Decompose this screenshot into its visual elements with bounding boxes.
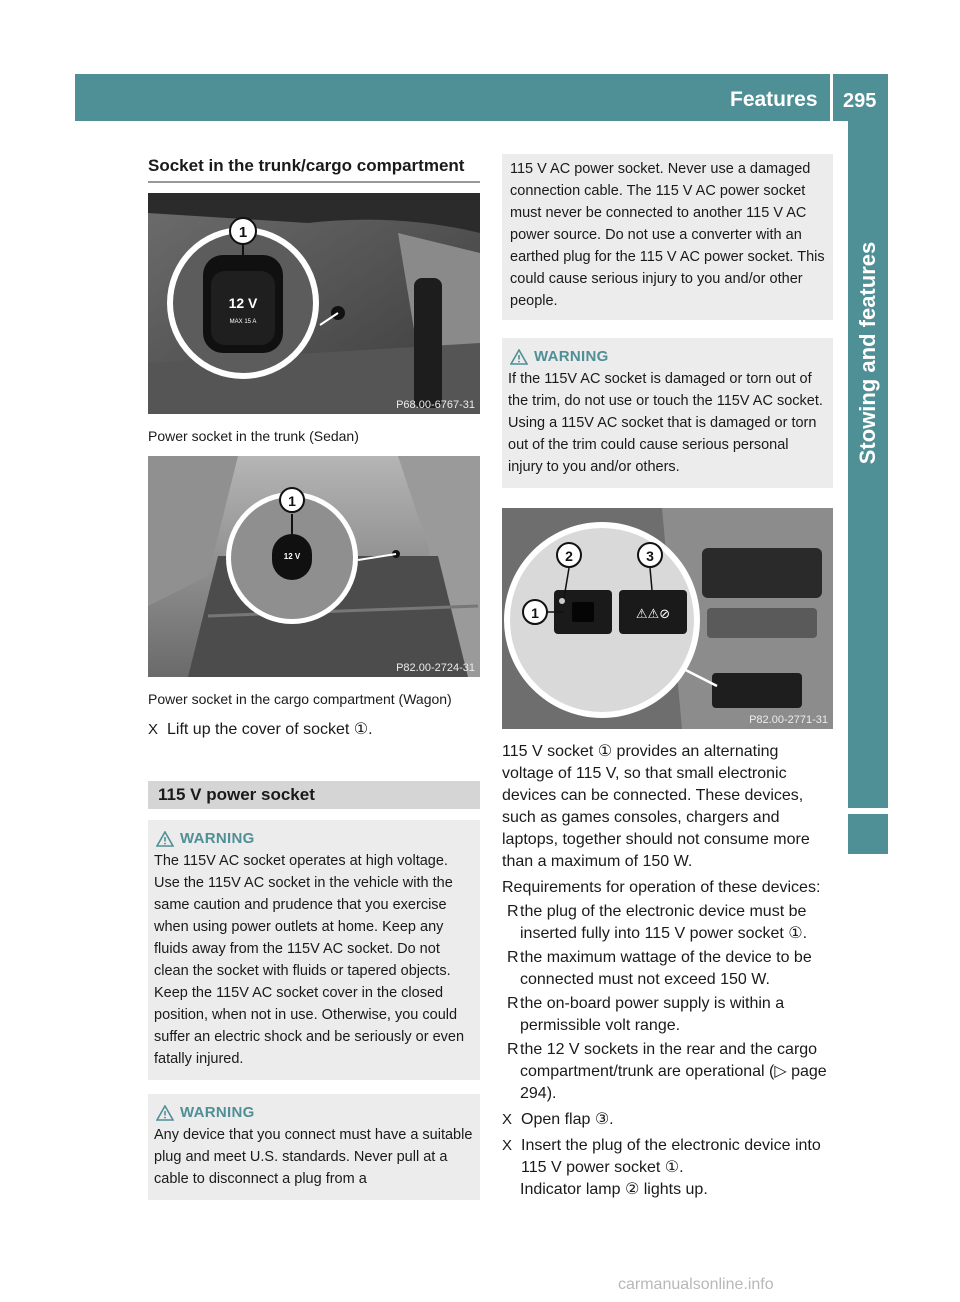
body-paragraph: 115 V socket ① provides an alternating voltage of 115 V, so that small electronic devices can be connected. These devices, such as games consoles, chargers and laptops, together should not consume more than a maximum of 150 W. — [502, 743, 810, 870]
socket-label: 12 V — [283, 552, 301, 561]
instruction-step — [502, 1109, 833, 1131]
watermark: carmanualsonline.info — [618, 1276, 774, 1293]
side-tab — [848, 121, 888, 808]
step-marker: X — [502, 1111, 513, 1128]
step-marker: X — [502, 1137, 513, 1154]
socket-sublabel: MAX 15 A — [229, 319, 257, 325]
section-heading: Socket in the trunk/cargo compartment — [148, 154, 480, 183]
right-column — [502, 154, 833, 1201]
step-text: Insert the plug of the electronic device into 115 V power socket ①. — [521, 1137, 821, 1176]
socket-label: 12 V — [228, 295, 258, 311]
list-item: R the maximum wattage of the device to be connected must not exceed 150 W. — [507, 949, 812, 988]
step-result: Indicator lamp ② lights up. — [520, 1181, 708, 1198]
bullet-mark: R — [507, 1041, 519, 1058]
warning-text: Any device that you connect must have a suitable plug and meet U.S. standards. Never pull at a cable to disconnect a plug from a — [154, 1127, 473, 1187]
instruction-step — [502, 1135, 833, 1179]
photo-code: P68.00-6767-31 — [396, 399, 475, 411]
step-marker: X — [148, 721, 159, 738]
step-text: Open flap ③. — [521, 1111, 614, 1128]
photo-code: P82.00-2724-31 — [396, 662, 475, 674]
section-title: Features — [730, 88, 818, 111]
step-text: Lift up the cover of socket ①. — [167, 721, 373, 738]
warning-triangle-icon — [156, 1105, 174, 1121]
photo-cargo-wagon — [148, 456, 480, 677]
warning-label: WARNING — [534, 348, 609, 365]
header-divider — [830, 74, 833, 121]
photo-115v-socket — [502, 508, 833, 729]
callout-1: 1 — [288, 493, 296, 509]
page-number: 295 — [843, 90, 877, 112]
bullet-mark: R — [507, 949, 519, 966]
photo-caption: Power socket in the trunk (Sedan) — [148, 428, 359, 444]
list-item: R the on-board power supply is within a permissible volt range. — [507, 995, 785, 1034]
warning-triangle-icon — [510, 349, 528, 365]
left-column — [148, 154, 480, 1200]
callout-2: 2 — [565, 548, 573, 564]
photo-code: P82.00-2771-31 — [749, 714, 828, 726]
warning-label: WARNING — [180, 1104, 255, 1121]
warning-box — [148, 820, 480, 1080]
photo-trunk-sedan — [148, 193, 480, 414]
callout-1: 1 — [531, 605, 539, 621]
instruction-step — [148, 719, 480, 741]
callout-3: 3 — [646, 548, 654, 564]
bullet-mark: R — [507, 995, 519, 1012]
warning-symbols-icon: ⚠⚠⊘ — [635, 607, 671, 622]
warning-triangle-icon — [156, 831, 174, 847]
body-paragraph: Requirements for operation of these devices: — [502, 879, 821, 896]
warning-continuation: 115 V AC power socket. Never use a damaged connection cable. The 115 V AC power socket must never be connected to another 115 V AC power source. Do not use a converter with an earthed plug for the 115 V AC power socket. This could cause serious injury to you and/or other people. — [502, 154, 833, 320]
warning-text: The 115V AC socket operates at high voltage. Use the 115V AC socket in the vehicle with the same caution and prudence that you exercise when using power outlets at home. Keep any fluids away from the 115V AC socket. Do not clean the socket with fluids or tapered objects. Keep the 115V AC socket cover in the closed position, when not in use. Otherwise, you could suffer an electric shock and be seriously or even fatally injured. — [154, 853, 465, 1067]
warning-label: WARNING — [180, 830, 255, 847]
list-item: R the 12 V sockets in the rear and the cargo compartment/trunk are operational (▷ page 294). — [507, 1041, 827, 1102]
warning-text: If the 115V AC socket is damaged or torn out of the trim, do not use or touch the 115V AC socket. Using a 115V AC socket that is damaged or torn out of the trim could cause serious personal injury to you and/or others. — [508, 371, 823, 475]
warning-box — [502, 338, 833, 488]
side-tab-label: Stowing and features — [855, 241, 880, 465]
photo-caption: Power socket in the cargo compartment (Wagon) — [148, 691, 452, 707]
callout-1: 1 — [238, 224, 248, 241]
bullet-mark: R — [507, 903, 519, 920]
subsection-heading: 115 V power socket — [148, 781, 480, 809]
side-tab-marker — [848, 814, 888, 854]
list-item: R the plug of the electronic device must be inserted fully into 115 V power socket ①. — [507, 903, 808, 942]
warning-box — [148, 1094, 480, 1200]
